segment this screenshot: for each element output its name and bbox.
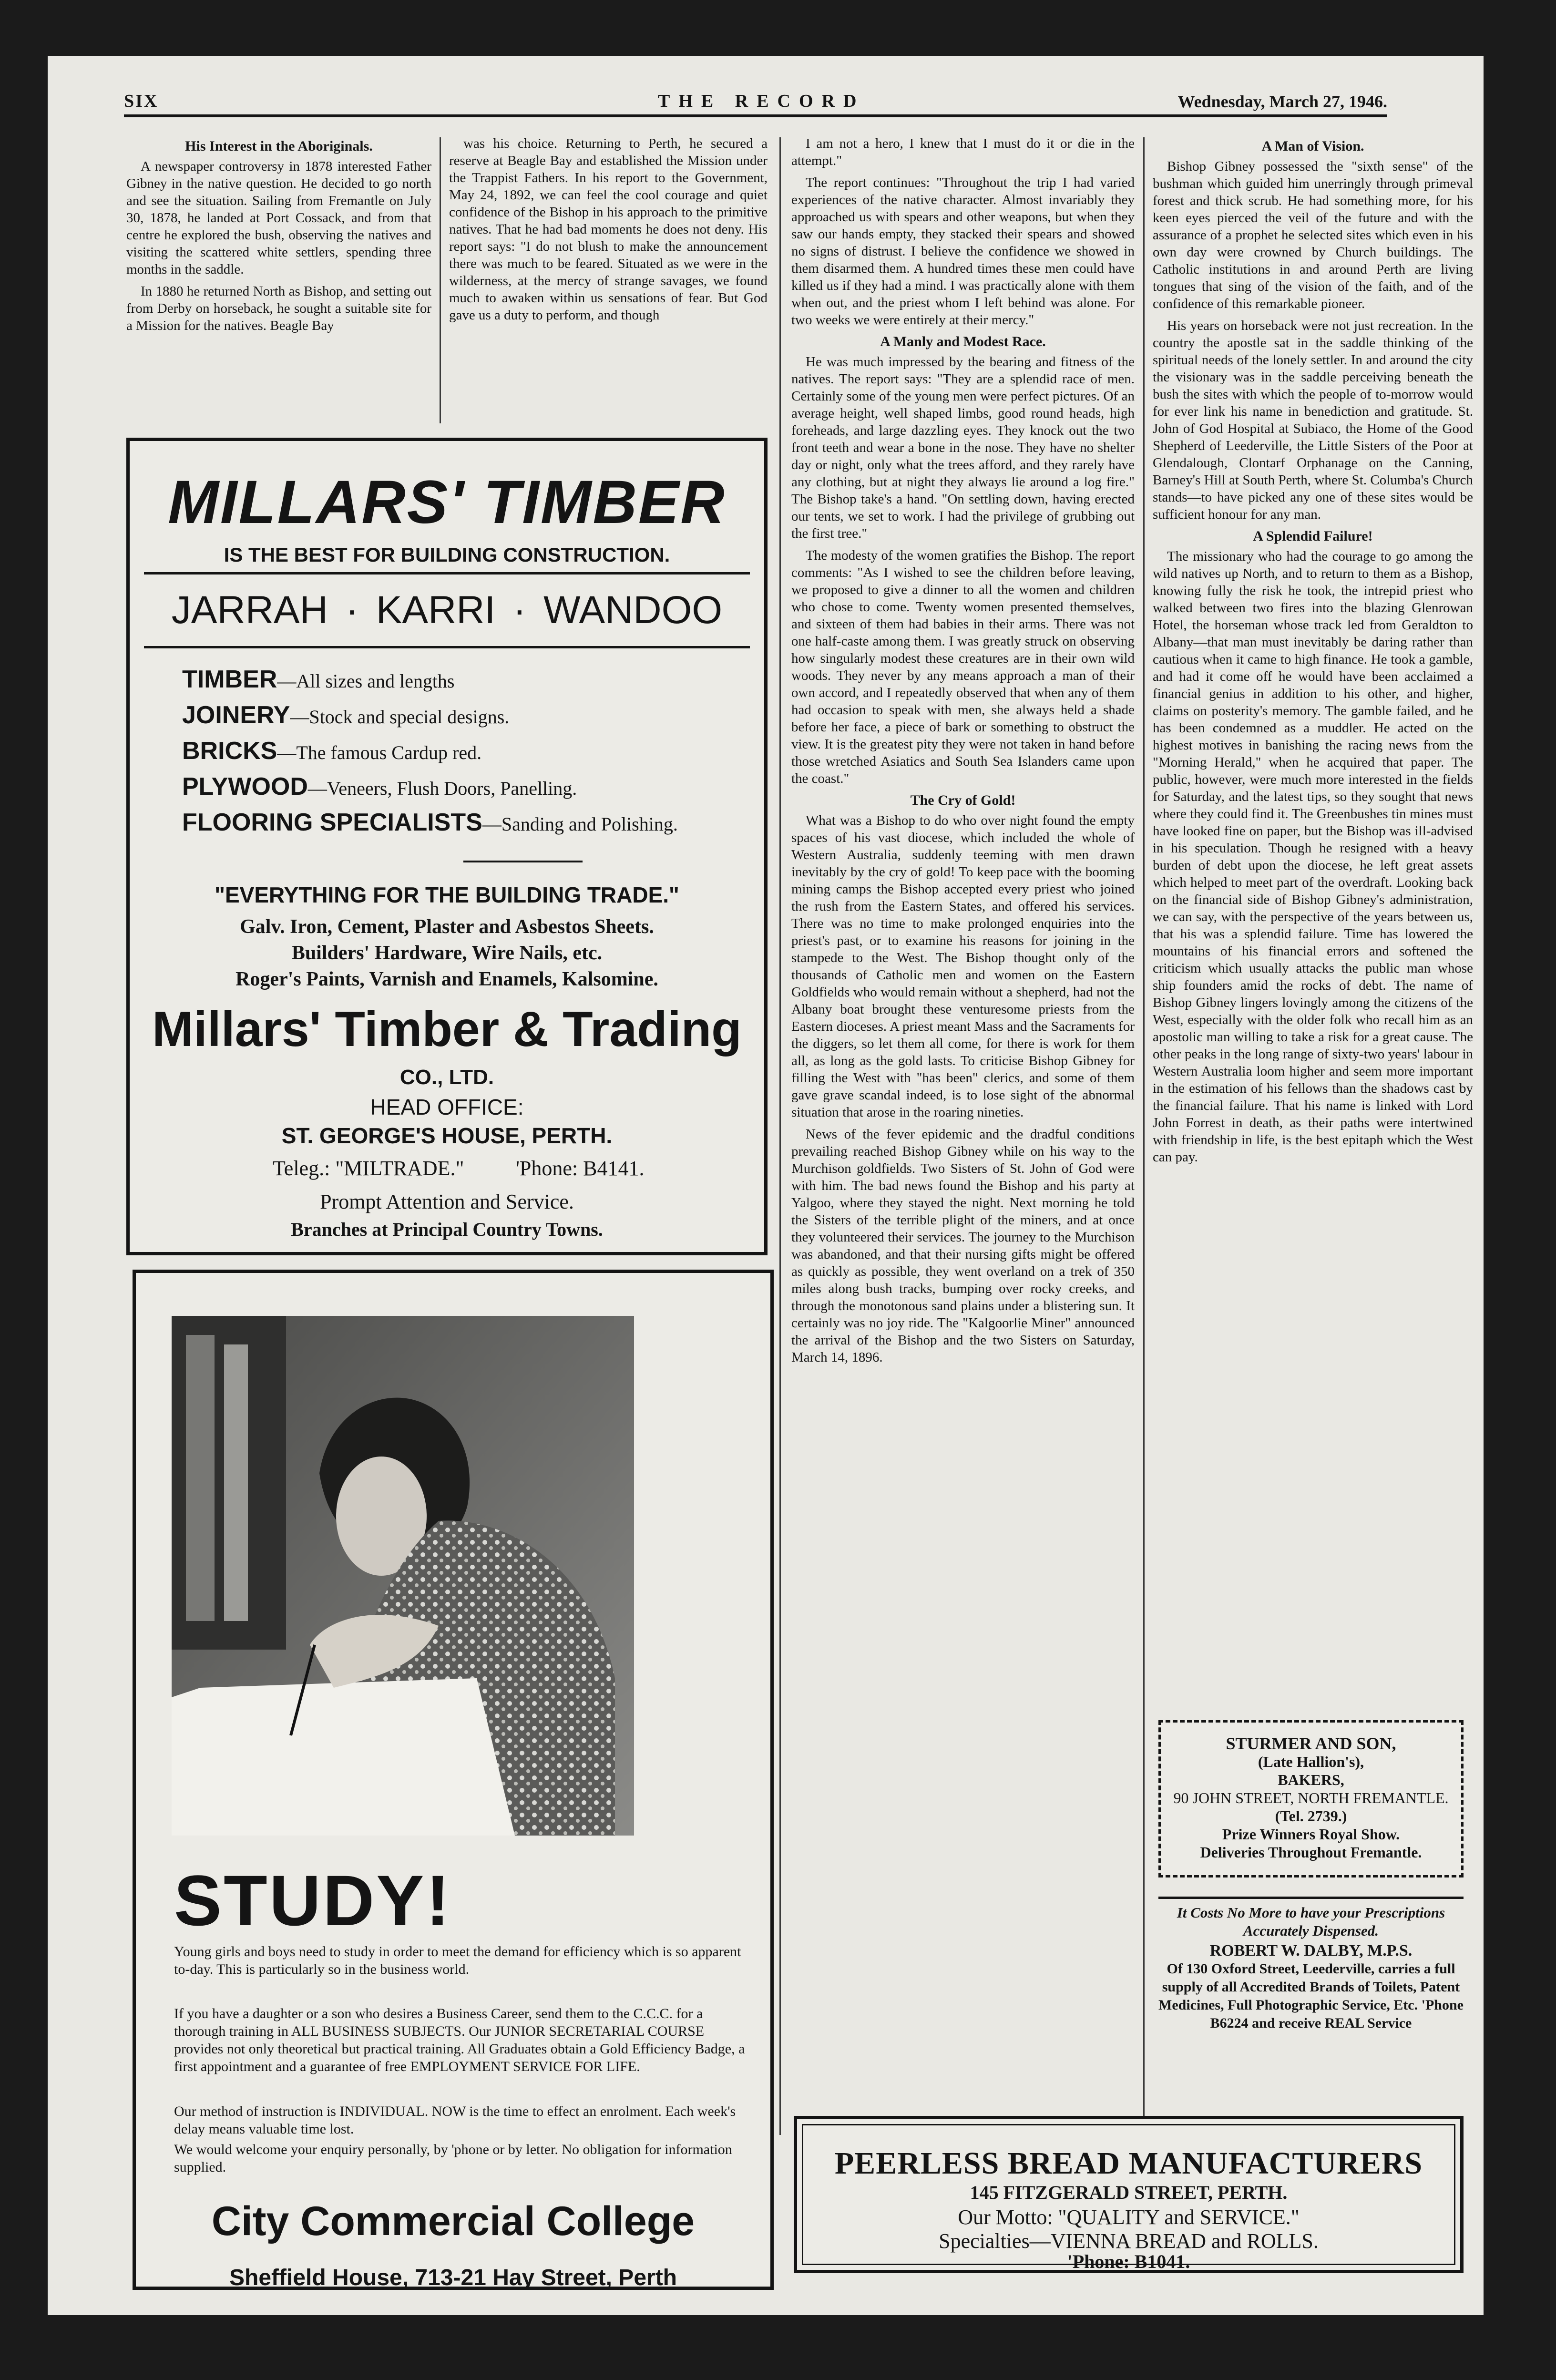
- section-heading: His Interest in the Aboriginals.: [185, 138, 373, 154]
- sturmer-bakers-advertisement: [1158, 1720, 1464, 1877]
- study-paragraph: We would welcome your enquiry personally, by 'phone or by letter. No obligation for information supplied.: [174, 2142, 732, 2175]
- business-name: STURMER AND SON,: [1226, 1734, 1396, 1753]
- divider: [463, 861, 583, 862]
- section-heading: The Cry of Gold!: [910, 792, 1016, 808]
- phone-number: 'Phone: B1041.: [1067, 2251, 1190, 2272]
- paragraph: I am not a hero, I knew that I must do it or die in the attempt.": [791, 136, 1135, 168]
- ad-title: MILLARS' TIMBER: [168, 468, 726, 536]
- product-line: JOINERY—Stock and special designs.: [182, 701, 510, 729]
- issue-date: Wednesday, March 27, 1946.: [1177, 92, 1387, 111]
- dalby-chemist-advertisement: [1158, 1897, 1464, 2099]
- paragraph: The modesty of the women gratifies the Bishop. The report comments: "As I wished to see the children before leaving, we proposed to give a dinner to all the women and children who chose to come. Twenty women presented themselves, and sixteen of them had babies in their arms. There was not one half-caste among them. I was greatly struck on observing how singularly modest these creatures are in their own wild woods. They never by any means approach a man of their own accord, and I repeatedly observed that when any of them had occasion to speak with men, she always held a shade before her face, a piece of bark or something to obstruct the view. It is the greatest pity they were not taken in hand before those wretched Asiatics and South Sea Islanders came upon the coast.": [791, 548, 1135, 786]
- study-headline: STUDY!: [174, 1860, 452, 1940]
- motto: Our Motto: "QUALITY and SERVICE.": [958, 2206, 1300, 2229]
- ad-line: (Late Hallion's),: [1258, 1753, 1364, 1770]
- timber-types: JARRAH · KARRI · WANDOO: [144, 572, 750, 648]
- article-column-3: [791, 135, 1135, 2135]
- product-line: FLOORING SPECIALISTS—Sanding and Polishing.: [182, 809, 678, 836]
- ad-line: Prompt Attention and Service.: [320, 1190, 574, 1213]
- company-suffix: CO., LTD.: [399, 1066, 494, 1089]
- article-column-4: [1153, 135, 1473, 1699]
- paragraph: What was a Bishop to do who over night found the empty spaces of his vast diocese, which included the whole of Western Australia, suddenly teeming with men drawn inevitably by the cry of gold! To keep pace with the booming mining camps the Bishop accepted every priest who joined the rush from the Eastern States, and offered his services. There was no time to make prolonged enquiries into the priest's past, or to examine his reasons for joining in the stampede to the West. The Bishop thought only of the thousands of Catholic men and women on the Eastern Goldfields who would remain without a shepherd, had not the Albany boat brought these venturesome priests from the Eastern dioceses. A priest meant Mass and the Sacraments for the diggers, so let them all come, for there is work for them all, as long as the gold lasts. To criticise Bishop Gibney for filling the West with "has been" clerics, and some of them gave grave scandal indeed, is to lose sight of the abnormal situation that arose in the roaring nineties.: [791, 813, 1135, 1120]
- telegram-address: Teleg.: "MILTRADE.": [273, 1157, 464, 1180]
- ad-line: Builders' Hardware, Wire Nails, etc.: [291, 942, 603, 964]
- paragraph: He was much impressed by the bearing and fitness of the natives. The report says: "They are a splendid race of men. Certainly some of the young men were perfect pictures. Of an average height, well shaped limbs, good round heads, high foreheads, and large dazzling eyes. They knock out the two front teeth and wear a bone in the nose. They have no shelter day or night, only what the trees afford, and they rarely have any clothing, but at night they always lie around a log fire." The Bishop take's a hand. "On settling down, having erected our tents, we set to work. I had the privilege of grubbing out the first tree.": [791, 354, 1135, 541]
- paragraph: His years on horseback were not just recreation. In the country the apostle sat in the saddle thinking of the spiritual needs of the lonely settler. In and around the city the visionary was in the saddle perceiving beneath the bush the sites with which the people of to-morrow would for ever link his name in benediction and gratitude. St. John of God Hospital at Subiaco, the Home of the Good Shepherd of Leederville, the Little Sisters of the Poor at Glendalough, Clontarf Orphanage on the Canning, Barney's Hill at South Perth, where St. Columba's Church stands—to have picked any one of these sites would be sufficient honour for any man.: [1153, 318, 1473, 522]
- column-rule: [779, 137, 781, 2135]
- paragraph: Bishop Gibney possessed the "sixth sense" of the bushman which guided him unerringly through primeval forest and thick scrub. He had something more, for his keen eyes pierced the veil of the future and with the assurance of a prophet he selected sites which even in his own day were crowned by Church buildings. The Catholic institutions in and around Perth are living tongues that sing of the vision of the faith, and of the confidence of this remarkable pioneer.: [1153, 159, 1473, 311]
- college-address: Sheffield House, 713-21 Hay Street, Perth: [229, 2265, 677, 2290]
- specialties: Specialties—VIENNA BREAD and ROLLS.: [939, 2229, 1319, 2253]
- paragraph: The report continues: "Throughout the trip I had varied experiences of the native character. Almost invariably they approached us with spears and other weapons, but when they saw our hands empty, they stacked their spears and showed no signs of distrust. I believe the confidence we showed in them disarmed them. A hundred times these men could have killed us if they had a mind. I was practically alone with them when out, and the priest whom I left behind was alone. For two weeks we were entirely at their mercy.": [791, 175, 1135, 328]
- ad-line: Of 130 Oxford Street, Leederville, carries a full supply of all Accredited Brands of Toilets, Patent Medicines, Full Photographic Service, Etc. 'Phone B6224 and receive REAL Service: [1158, 1961, 1464, 2031]
- business-name: ROBERT W. DALBY, M.P.S.: [1209, 1942, 1413, 1959]
- section-heading: A Manly and Modest Race.: [880, 334, 1046, 349]
- telephone: (Tel. 2739.): [1275, 1807, 1347, 1825]
- student-writing-illustration: [172, 1316, 634, 1836]
- product-line: TIMBER—All sizes and lengths: [182, 666, 455, 693]
- ad-line: BAKERS,: [1278, 1771, 1344, 1788]
- company-name: Millars' Timber & Trading: [152, 1002, 742, 1057]
- page-number: SIX: [124, 91, 159, 111]
- study-paragraph: Young girls and boys need to study in order to meet the demand for efficiency which is so apparent to-day. This is particularly so in the business world.: [174, 1944, 741, 1977]
- article-column-1: [126, 135, 431, 426]
- product-line: BRICKS—The famous Cardup red.: [182, 737, 482, 765]
- column-rule: [440, 137, 441, 423]
- article-column-2: [449, 135, 768, 426]
- head-office-label: HEAD OFFICE:: [370, 1095, 524, 1119]
- study-paragraph: If you have a daughter or a son who desires a Business Career, send them to the C.C.C. for a thorough training in ALL BUSINESS SUBJECTS. Our JUNIOR SECRETARIAL COURSE provides not only theoretical but practical training. All Graduates obtain a Gold Efficiency Badge, a first appointment and a guarantee of free EMPLOYMENT SERVICE FOR LIFE.: [174, 2006, 745, 2074]
- ad-line: Roger's Paints, Varnish and Enamels, Kalsomine.: [235, 968, 658, 990]
- paragraph: A newspaper controversy in 1878 interested Father Gibney in the native question. He decided to go north and see the situation. Sailing from Fremantle on July 30, 1878, he landed at Port Cossack, and from that centre he explored the bush, observing the natives and visiting the scattered white settlers, spending three months in the saddle.: [126, 159, 431, 277]
- college-name: City Commercial College: [211, 2198, 695, 2244]
- ad-line: Branches at Principal Country Towns.: [291, 1219, 603, 1240]
- phone-number: 'Phone: B4141.: [516, 1157, 645, 1180]
- product-line: PLYWOOD—Veneers, Flush Doors, Panelling.: [182, 773, 577, 800]
- study-paragraph: Our method of instruction is INDIVIDUAL. NOW is the time to effect an enrolment. Each week's delay means valuable time lost.: [174, 2103, 736, 2137]
- column-rule: [1143, 137, 1145, 2135]
- ad-line: It Costs No More to have your Prescriptions Accurately Dispensed.: [1177, 1904, 1445, 1939]
- business-address: 145 FITZGERALD STREET, PERTH.: [970, 2182, 1288, 2203]
- paragraph: was his choice. Returning to Perth, he secured a reserve at Beagle Bay and established the Mission under the Trappist Fathers. In his report to the Government, May 24, 1892, we can feel the cool courage and quiet confidence of the Bishop in his approach to the primitive natives. That he had bad moments he does not deny. His report says: "I do not blush to make the announcement there was much to be feared. Situated as we were in the wilderness, at the mercy of strange savages, we found much to awaken within us sensations of fear. But God gave us a duty to perform, and though: [449, 136, 768, 323]
- peerless-bread-advertisement: [794, 2116, 1464, 2273]
- ad-subtitle: IS THE BEST FOR BUILDING CONSTRUCTION.: [224, 544, 670, 566]
- newspaper-page: [48, 56, 1484, 2315]
- slogan: "EVERYTHING FOR THE BUILDING TRADE.": [215, 882, 679, 907]
- ad-line: Deliveries Throughout Fremantle.: [1200, 1844, 1422, 1861]
- paragraph: News of the fever epidemic and the dradful conditions prevailing reached Bishop Gibney while on his way to the Murchison goldfields. Two Sisters of St. John of God were with him. The bad news found the Bishop and his party at Yalgoo, where they stayed the night. Next morning he told the Sisters of the terrible plight of the miners, and at once they volunteered their services. The journey to the Murchison was abandoned, and that their nursing gifts might be offered as quickly as possible, they went overland on a trek of 350 miles along bush tracks, bumping over rocky creeks, and through the monotonous sand plains under a blistering sun. It certainly was no joy ride. The "Kalgoorlie Miner" announced the arrival of the Bishop and the two Sisters on Saturday, March 14, 1896.: [791, 1127, 1135, 1365]
- paragraph: In 1880 he returned North as Bishop, and setting out from Derby on horseback, he sought a suitable site for a Mission for the natives. Beagle Bay: [126, 284, 431, 333]
- millars-timber-advertisement: [126, 438, 768, 1255]
- city-commercial-college-advertisement: [133, 1270, 774, 2290]
- masthead: THE RECORD: [658, 91, 865, 111]
- student-writing-photo: [172, 1316, 634, 1836]
- section-heading: A Man of Vision.: [1261, 138, 1364, 154]
- ad-line: Prize Winners Royal Show.: [1222, 1826, 1400, 1843]
- business-name: PEERLESS BREAD MANUFACTURERS: [834, 2146, 1423, 2181]
- paragraph: The missionary who had the courage to go among the wild natives up North, and to return to them as a Bishop, knowing fully the risk he took, the intrepid priest who walked between two fires into the blazing Glenrowan Hotel, the horseman whose track led from Geraldton to Albany—that man must inevitably be daring rather than cautious when it came to high finance. He took a gamble, and had it come off he would have been acclaimed a financial genius in addition to his other, and higher, claims on posterity's memory. The gamble failed, and he has been condemned as a muddler. He acted on the highest motives in banishing the racing news from the "Morning Herald," when he acquired that paper. The public, however, were much more interested in the fields for Saturday, and the latest tips, so they sought that news where they could find it. The Greenbushes tin mines must have looked fine on paper, but the Bishop was ill-advised in his speculation. Though he resigned with a heavy burden of debt upon the diocese, he left great assets which helped to meet part of the overdraft. Looking back on the financial side of Bishop Gibney's administration, we can say, with the perspective of the years between us, that his was a splendid failure. Time has lowered the mountains of his financial errors and softened the criticism which usually attacks the public man whose ship founders amid the rocks of debt. The name of Bishop Gibney lingers lovingly among the citizens of the West, especially with the older folk who recall him as an apostolic man willing to take a risk for a great cause. The other peaks in the long range of sixty-two years' labour in Western Australia loom higher and seem more important in the estimation of his fellows than the shadows cast by the financial failure. That his name is linked with Lord John Forrest in death, as their paths were intertwined with friendship in life, is the best epitaph which the West can pay.: [1153, 549, 1473, 1165]
- section-heading: A Splendid Failure!: [1253, 528, 1373, 544]
- page-header: [124, 86, 1387, 117]
- ad-line: Galv. Iron, Cement, Plaster and Asbestos Sheets.: [240, 916, 654, 938]
- business-address: 90 JOHN STREET, NORTH FREMANTLE.: [1173, 1789, 1449, 1806]
- head-office-address: ST. GEORGE'S HOUSE, PERTH.: [281, 1123, 613, 1148]
